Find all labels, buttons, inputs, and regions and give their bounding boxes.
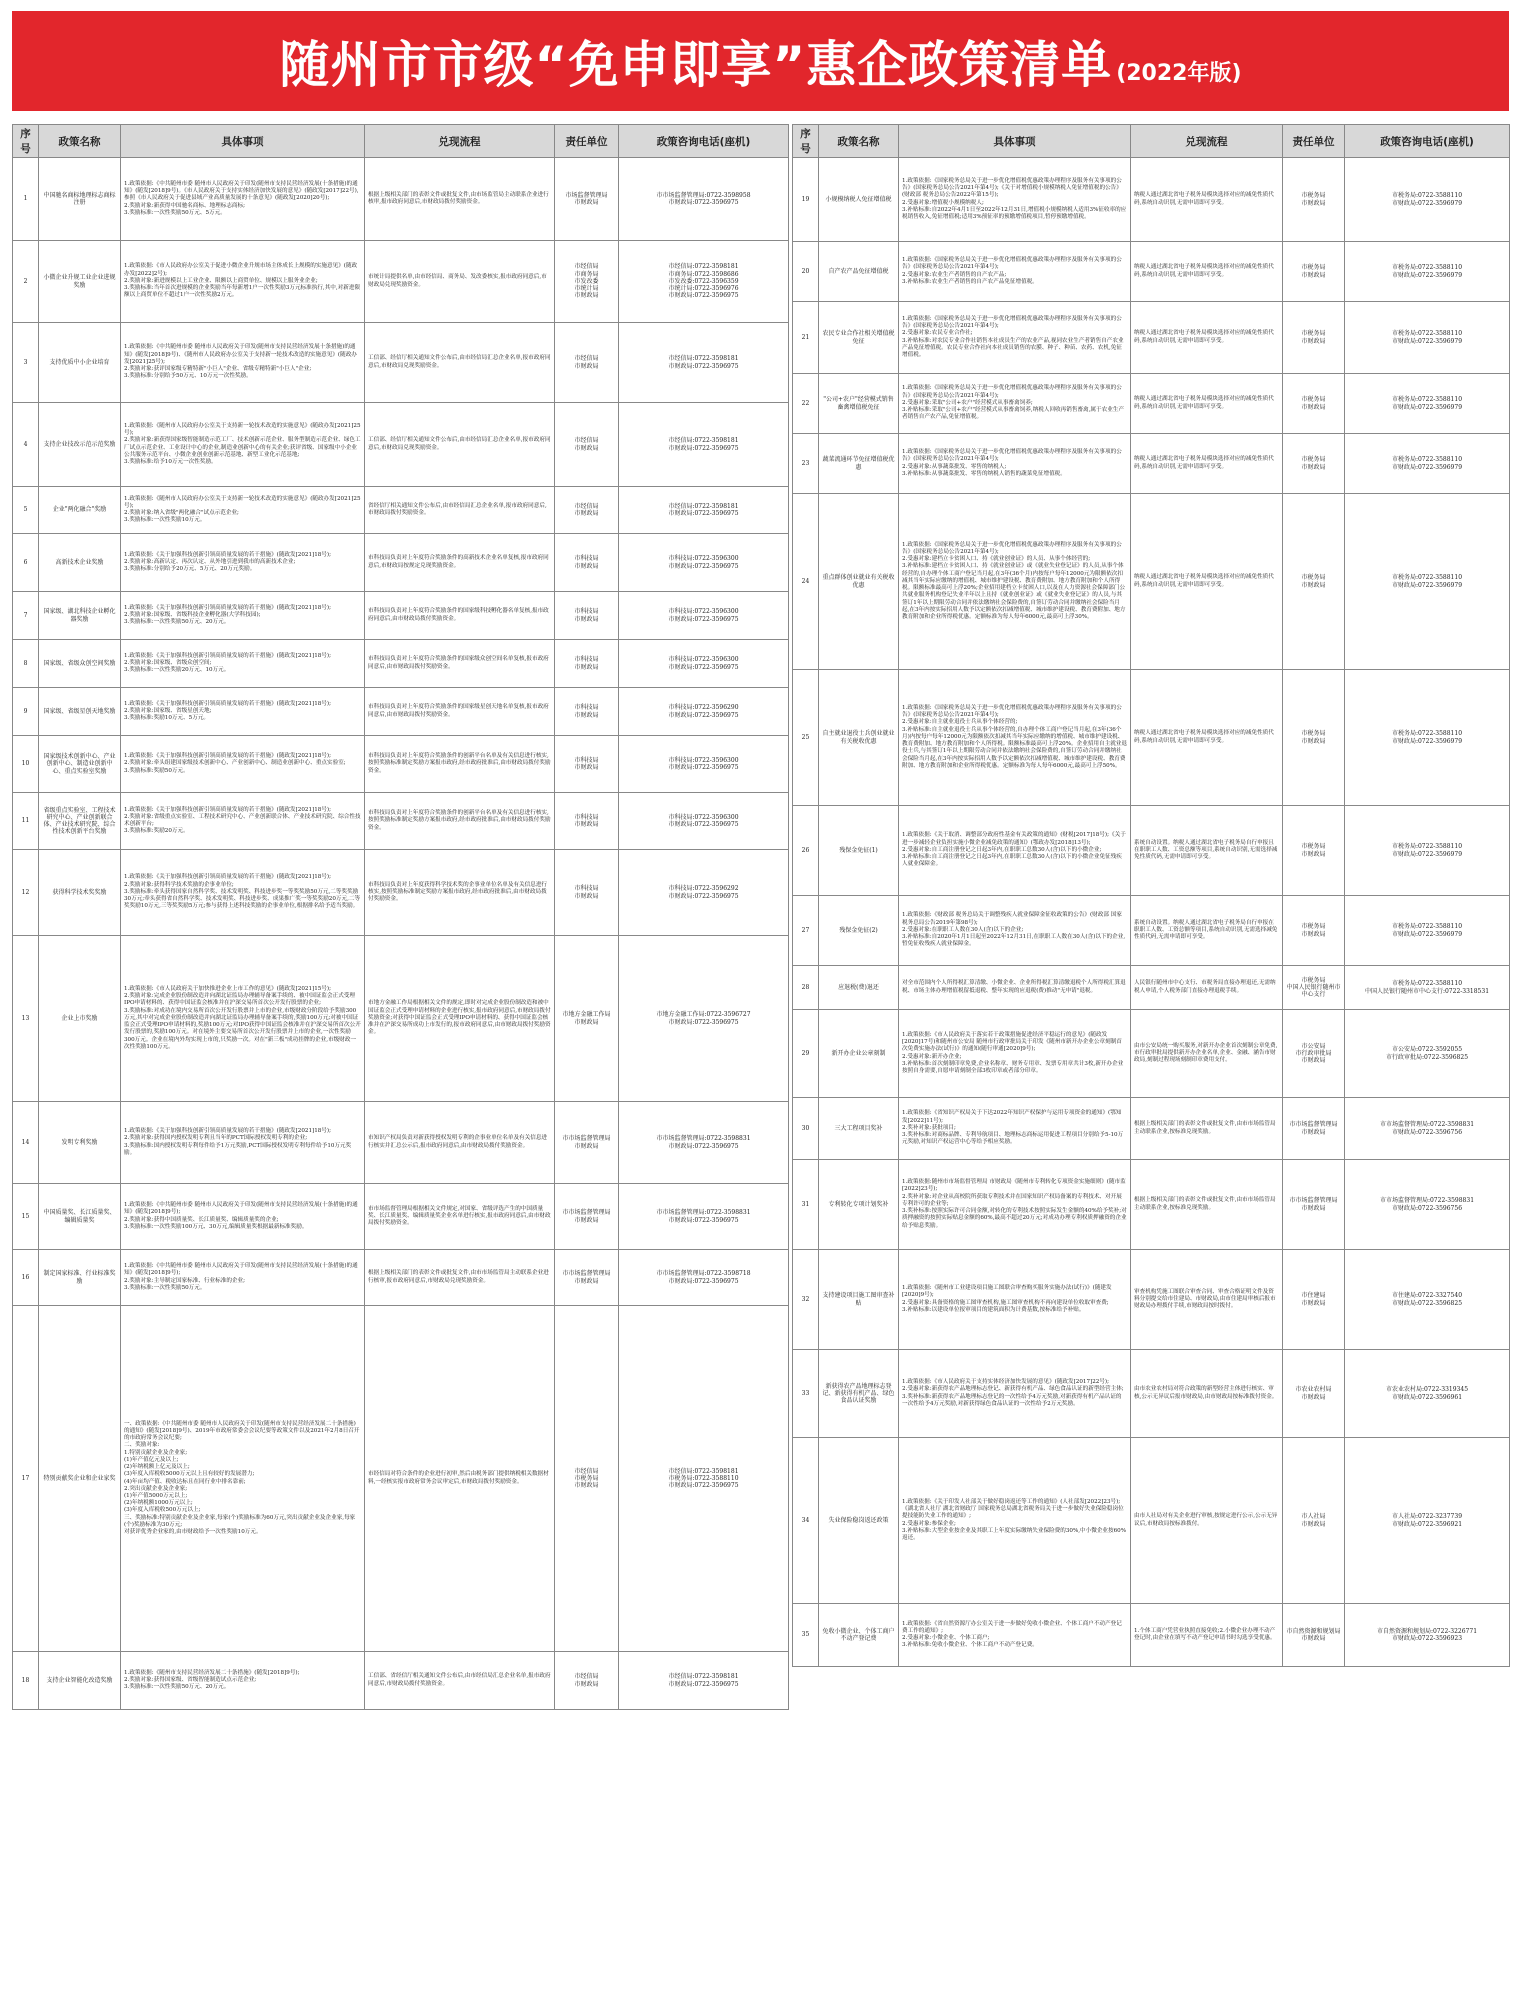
table-row	[793, 896, 1510, 966]
table-row	[13, 1102, 789, 1184]
policy-detail: 1.政策依据:《省自然资源厅办公室关于进一步做好免收小微企业、个体工商户不动产登记费工作的通知》; 2.受惠对象:小微企业、个体工商户; 3.补贴标准:免收小微企业、个体工商户不动产登记费。	[899, 1604, 1131, 1667]
consult-phone: 市人社局:0722-3237739 市财政局:0722-3596921	[1345, 1438, 1510, 1604]
policy-detail: 1.政策依据:《国家税务总局关于进一步优化增值税优惠政策办理程序及服务有关事项的公告》(国家税务总局公告2021年第4号);《关于对增值税小规模纳税人免征增值税的公告》(财政部 税务总局公告2022年第15号); 2.受惠对象:增值税小规模纳税人; 3.补贴标准:自2022年4月1日至2022年12月31日,增值税小规模纳税人适用3%征收率的应税销售收入,免征增值税;适用3%预征率的预缴增值税项目,暂停预缴增值税。	[899, 158, 1131, 242]
redeem-flow: 纳税人通过湖北省电子税务局模块选择对应的减免性质代码,系统自动识别,无需申请即可享受。	[1131, 302, 1283, 374]
row-number: 31	[793, 1160, 819, 1250]
header-name: 政策名称	[39, 125, 121, 158]
title-banner	[12, 11, 1509, 111]
header-phone: 政策咨询电话(座机)	[1345, 125, 1510, 158]
responsible-unit: 市税务局 市财政局	[1283, 158, 1345, 242]
row-number: 23	[793, 434, 819, 494]
consult-phone: 市科技局:0722-3596300 市财政局:0722-3596975	[619, 640, 789, 688]
policy-name: 获得科学技术奖奖励	[39, 850, 121, 936]
row-number: 17	[13, 1306, 39, 1652]
row-number: 26	[793, 806, 819, 896]
header-detail: 具体事项	[121, 125, 365, 158]
policy-detail: 1.政策依据:《关于加强科技创新引领高质量发展的若干措施》(随政发[2021]18号); 2.奖励对象:牵头组建国家级技术创新中心、产业创新中心、制造业创新中心、重点实验室; 3.奖励标准:奖励50万元。	[121, 736, 365, 793]
responsible-unit: 市市场监督管理局 市财政局	[555, 1184, 619, 1250]
row-number: 27	[793, 896, 819, 966]
policy-name: 省级重点实验室、工程技术研究中心、产业创新联合体、产业技术研究院、综合性技术创新平台奖励	[39, 793, 121, 850]
row-number: 12	[13, 850, 39, 936]
consult-phone: 市市场监督管理局:0722-3598831 市财政局:0722-3596756	[1345, 1160, 1510, 1250]
responsible-unit: 市税务局 中国人民银行随州市中心支行	[1283, 966, 1345, 1010]
redeem-flow: 根据上级相关部门的表彰文件或批复文件,由市场监管局主动联系企业进行核审,报市政府同意后,市财政局拨付奖励资金。	[365, 158, 555, 241]
row-number: 10	[13, 736, 39, 793]
policy-detail: 1.政策依据:《关于加强科技创新引领高质量发展的若干措施》(随政发[2021]18号); 2.奖励对象:省级重点实验室、工程技术研究中心、产业创新联合体、产业技术研究院、综合性技术创新平台; 3.奖励标准:奖励20万元。	[121, 793, 365, 850]
consult-phone: 市科技局:0722-3596300 市财政局:0722-3596975	[619, 534, 789, 592]
responsible-unit: 市税务局 市财政局	[1283, 242, 1345, 302]
redeem-flow: 1.个体工商户凭营业执照直接免收;2.小微企业办理不动产登记时,由企业在填写不动产登记申请书时勾选享受优惠。	[1131, 1604, 1283, 1667]
consult-phone: 市市场监督管理局:0722-3598718 市财政局:0722-3596975	[619, 1250, 789, 1306]
consult-phone: 市住建局:0722-3327540 市财政局:0722-3596825	[1345, 1250, 1510, 1350]
row-number: 21	[793, 302, 819, 374]
policy-name: 中国驰名商标地理标志商标注册	[39, 158, 121, 241]
consult-phone: 市经信局:0722-3598181 市财政局:0722-3596975	[619, 1652, 789, 1710]
policy-name: 农民专业合作社相关增值税免征	[819, 302, 899, 374]
header-no: 序号	[793, 125, 819, 158]
redeem-flow: 纳税人通过湖北省电子税务局模块选择对应的减免性质代码,系统自动识别,无需申请即可享受。	[1131, 242, 1283, 302]
redeem-flow: 根据上级相关部门的表彰文件或批复文件,由市市场监管局主动联系企业,按标准兑现奖励。	[1131, 1160, 1283, 1250]
policy-detail: 一、政策依据:《中共随州市委 随州市人民政府关于印发(随州市支持民营经济发展二十条措施)的通知》(随发[2018]9号)、2019年市政府常委会会议纪要等政策文件以及2021年2月8日召开的市政府常务会议纪要; 二、奖励对象: 1.特别贡献企业及企业家; (1)年产值亿元及以上; (2)年纳税额上亿元及以上; (3)年度入库税收5000万元以上且有较好的发展潜力; (4)年亩均产值、税收达标且在同行业中排名靠前; 2.突出贡献企业及企业家; (1)年产值5000万元以上; (2)年纳税额1000万元以上; (3)年度入库税收500万元以上; 三、奖励标准:特别贡献企业及企业家,每家(个)奖励标准为60万元,突出贡献企业及企业家,每家(个)奖励标准为30万元; 对获评优秀企业家的,由市财政给予一次性奖励10万元。	[121, 1306, 365, 1652]
policy-name: 支持企业智能化改造奖励	[39, 1652, 121, 1710]
consult-phone: 市科技局:0722-3596300 市财政局:0722-3596975	[619, 736, 789, 793]
policy-name: 国家级、省级众创空间奖励	[39, 640, 121, 688]
table-row	[793, 494, 1510, 670]
consult-phone: 市科技局:0722-3596300 市财政局:0722-3596975	[619, 592, 789, 640]
policy-detail: 1.政策依据:《关于加强科技创新引领高质量发展的若干措施》(随政发[2021]18号); 2.奖励对象:国家级、省级众创空间; 3.奖励标准:一次性奖励20万元、10万元。	[121, 640, 365, 688]
policy-detail: 1.政策依据:《国家税务总局关于进一步优化增值税优惠政策办理程序及服务有关事项的公告》(国家税务总局公告2021年第4号); 2.受惠对象:采取"公司+农户"经营模式从事畜禽饲养; 3.补贴标准:采取"公司+农户"经营模式从事畜禽饲养,纳税人回收再销售畜禽,属于农业生产者销售自产农产品,免征增值税。	[899, 374, 1131, 434]
policy-detail: 1.政策依据:《中共随州市委 随州市人民政府关于印发(随州市支持民营经济发展(十条措施)的通知》(随发[2018]9号); 2.奖励对象:主导制定国家标准、行业标准的企业; 3.奖励标准:一次性奖励50万元。	[121, 1250, 365, 1306]
responsible-unit: 市科技局 市财政局	[555, 688, 619, 736]
consult-phone: 市科技局:0722-3596290 市财政局:0722-3596975	[619, 688, 789, 736]
row-number: 34	[793, 1438, 819, 1604]
consult-phone: 市经信局:0722-3598181 市财政局:0722-3596975	[619, 323, 789, 403]
table-row	[793, 1350, 1510, 1438]
table-row	[13, 403, 789, 487]
consult-phone: 市市场监督管理局:0722-3598831 市财政局:0722-3596975	[619, 1102, 789, 1184]
policy-detail: 1.政策依据:《关于加强科技创新引领高质量发展的若干措施》(随政发[2021]18号); 2.奖励对象:国家级、省级星创天地; 3.奖励标准:奖励10万元、5万元。	[121, 688, 365, 736]
responsible-unit: 市经信局 市财政局	[555, 487, 619, 534]
policy-detail: 1.政策依据:《关于加强科技创新引领高质量发展的若干措施》(随政发[2021]18号); 2.奖励对象:国家级、省级科技企业孵化器(大学科技园); 3.奖励标准:一次性奖励50万元、20万元。	[121, 592, 365, 640]
redeem-flow: 工信部、经信厅相关通知文件公布后,由市经信局汇总企业名单,报市政府同意后,市财政局兑现奖励资金。	[365, 403, 555, 487]
redeem-flow: 纳税人通过湖北省电子税务局模块选择对应的减免性质代码,系统自动识别,无需申请即可享受。	[1131, 374, 1283, 434]
consult-phone: 市市场监督管理局:0722-3598831 市财政局:0722-3596975	[619, 1184, 789, 1250]
row-number: 3	[13, 323, 39, 403]
policy-name: 国家级技术创新中心、产业创新中心、制造业创新中心、重点实验室奖励	[39, 736, 121, 793]
policy-detail: 1.政策依据:《关于加强科技创新引领高质量发展的若干措施》(随政发[2021]18号); 2.奖励对象:获得科学技术奖励的企事业单位; 3.奖励标准:牵头获得国家自然科学奖、技术发明奖、科技进步奖一等奖奖励50万元,二等奖奖励30万元;牵头获得省自然科学奖、技术发明奖、科技进步奖、成果推广奖一等奖奖励20万元,二等奖奖励10万元,三等奖奖励5万元;参与获得上述科技奖励的企事业单位,根据排名给予适当奖励。	[121, 850, 365, 936]
responsible-unit: 市税务局 市财政局	[1283, 670, 1345, 806]
policy-detail: 1.政策依据:《市人民政府关于加快推进企业上市工作的意见》(随政发[2021]15号); 2.奖励对象:完成企业股份制改造并向湖北证监局办理辅导备案手续的、被中国证监会正式受理IPO申请材料的、获得中国证监会核准并在沪深交易所首次公开发行股票的企业; 3.奖励标准:对成功在境内交易所首次公开发行股票并上市的企业,市级财政分阶段给予奖励300万元,其中对完成企业股份制改造并向湖北证监局办理辅导备案手续的,奖励100万元;对被中国证监会正式受理IPO申请材料的,奖励100万元;对IPO获得中国证监会核准并在沪深交易所首次公开发行股票的,奖励100万元。对在境外主要交易所首次公开发行股票并上市的企业,一次性奖励300万元。企业在境内外均实现上市的,只奖励一次。对在"新三板"成功挂牌的企业,市级财政一次性奖励100万元。	[121, 936, 365, 1102]
policy-detail: 1.政策依据:《国家税务总局关于进一步优化增值税优惠政策办理程序及服务有关事项的公告》(国家税务总局公告2021年第4号); 2.受惠对象:建档立卡贫困人口、持《就业创业证》的人员、从事个体经营的; 3.补贴标准:建档立卡贫困人口、持《就业创业证》或《就业失业登记证》的人员,从事个体经营的,自办理个体工商户登记当月起,在3年(36个月)内按每户每年12000元为限额依次扣减其当年实际应缴纳的增值税、城市维护建设税、教育费附加、地方教育附加和个人所得税。限额标准最高可上浮20%;企业招用建档立卡贫困人口,以及在人力资源社会保障部门公共就业服务机构登记失业半年以上且持《就业创业证》或《就业失业登记证》的人员,与其签订1年以上期限劳动合同并依法缴纳社会保险费的,自签订劳动合同并缴纳社会保险当月起,在3年内按实际招用人数予以定额依次扣减增值税、城市维护建设税、教育费附加、地方教育附加和企业所得税优惠。定额标准为每人每年6000元,最高可上浮30%。	[899, 494, 1131, 670]
policy-name: 新开办企业公章刻制	[819, 1010, 899, 1098]
row-number: 33	[793, 1350, 819, 1438]
responsible-unit: 市税务局 市财政局	[1283, 302, 1345, 374]
table-row	[13, 850, 789, 936]
policy-name: 国家级、湖北科技企业孵化器奖励	[39, 592, 121, 640]
consult-phone: 市经信局:0722-3598181 市财政局:0722-3596975	[619, 487, 789, 534]
row-number: 16	[13, 1250, 39, 1306]
row-number: 25	[793, 670, 819, 806]
responsible-unit: 市科技局 市财政局	[555, 850, 619, 936]
table-row	[793, 434, 1510, 494]
consult-phone: 市市场监督管理局:0722-3598958 市财政局:0722-3596975	[619, 158, 789, 241]
redeem-flow: 人民银行随州市中心支行、市税务局直接办理退还,无需纳税人申请,个人税务部门直接办理退税手续。	[1131, 966, 1283, 1010]
table-row	[13, 1250, 789, 1306]
consult-phone: 市税务局:0722-3588110 市财政局:0722-3596979	[1345, 494, 1510, 670]
redeem-flow: 系统自动设置。纳税人通过湖北省电子税务局自行申报在职职工人数、工资总额等项目,系统自动识别,无需选择减免性质代码,无需申请即可享受。	[1131, 896, 1283, 966]
consult-phone: 市公安局:0722-3592055 市行政审批局:0722-3596825	[1345, 1010, 1510, 1098]
responsible-unit: 市自然资源和规划局 市财政局	[1283, 1604, 1345, 1667]
responsible-unit: 市经信局 市商务局 市发改委 市统计局 市财政局	[555, 241, 619, 323]
redeem-flow: 市地方金融工作局根据相关文件的规定,即时对完成企业股份制改造和被中国证监会正式受理申请材料的企业进行核实,报市政府同意后,市财政局拨付奖励资金;对获得中国证监会正式受理IPO申请材料的、获得中国证监会核准并在沪深交易所成功上市发行的,报市政府同意后,由市财政局拨付奖励资金。	[365, 936, 555, 1102]
table-row	[13, 241, 789, 323]
table-row	[793, 1010, 1510, 1098]
consult-phone: 市科技局:0722-3596292 市财政局:0722-3596975	[619, 850, 789, 936]
policy-name: "公司+农户"经营模式销售畜禽增值税免征	[819, 374, 899, 434]
responsible-unit: 市经信局 市财政局	[555, 1652, 619, 1710]
consult-phone: 市税务局:0722-3588110 市财政局:0722-3596979	[1345, 242, 1510, 302]
policy-detail: 1.政策依据:《中共随州市委 随州市人民政府关于印发(随州市支持民营经济发展(十条措施)的通知》(随发[2018]9号); 2.奖励对象:获得中国质量奖、长江质量奖、编辑质量奖的企业; 3.奖励标准:一次性奖励100万元、30万元,编辑质量奖根据最新标准奖励。	[121, 1184, 365, 1250]
policy-detail: 1.政策依据:《国家税务总局关于进一步优化增值税优惠政策办理程序及服务有关事项的公告》(国家税务总局公告2021年第4号); 2.受惠对象:从事蔬菜批发、零售的纳税人; 3.补贴标准:从事蔬菜批发、零售的纳税人销售的蔬菜免征增值税。	[899, 434, 1131, 494]
policy-name: 蔬菜流通环节免征增值税优惠	[819, 434, 899, 494]
table-row	[793, 1438, 1510, 1604]
consult-phone: 市地方金融工作局:0722-3596727 市财政局:0722-3596975	[619, 936, 789, 1102]
policy-name: 支持建设项目施工图审查补贴	[819, 1250, 899, 1350]
policy-name: 自产农产品免征增值税	[819, 242, 899, 302]
table-row	[13, 1652, 789, 1710]
policy-name: 国家级、省级星创天地奖励	[39, 688, 121, 736]
table-row	[793, 670, 1510, 806]
table-row	[793, 1098, 1510, 1160]
header-unit: 责任单位	[555, 125, 619, 158]
responsible-unit: 市市场监督管理局 市财政局	[1283, 1160, 1345, 1250]
consult-phone: 市经信局:0722-3598181 市商务局:0722-3598686 市发改委:0722-3596359 市统计局:0722-3596976 市财政局:0722-3596975	[619, 241, 789, 323]
table-row	[13, 1184, 789, 1250]
consult-phone: 市税务局:0722-3588110 市财政局:0722-3596979	[1345, 670, 1510, 806]
policy-name: 企业"两化融合"奖励	[39, 487, 121, 534]
redeem-flow: 市知识产权局负责对新获得授权发明专利的企事业单位名单及有关信息进行核实并汇总公示后,报市政府同意后,由市财政局拨付奖励资金。	[365, 1102, 555, 1184]
table-row	[793, 302, 1510, 374]
responsible-unit: 市地方金融工作局 市财政局	[555, 936, 619, 1102]
table-row	[13, 640, 789, 688]
header-phone: 政策咨询电话(座机)	[619, 125, 789, 158]
row-number: 4	[13, 403, 39, 487]
row-number: 30	[793, 1098, 819, 1160]
policy-name: 新获得农产品地理标志登记、新获得有机产品、绿色食品认证奖励	[819, 1350, 899, 1438]
policy-name: 中国质量奖、长江质量奖、编辑质量奖	[39, 1184, 121, 1250]
row-number: 32	[793, 1250, 819, 1350]
responsible-unit: 市经信局 市税务局 市财政局	[555, 1306, 619, 1652]
row-number: 1	[13, 158, 39, 241]
row-number: 14	[13, 1102, 39, 1184]
table-row	[13, 534, 789, 592]
row-number: 2	[13, 241, 39, 323]
responsible-unit: 市经信局 市财政局	[555, 323, 619, 403]
redeem-flow: 市统计局提供名单,由市经信局、商务局、发改委核实,报市政府同意后,市财政局兑现奖励资金。	[365, 241, 555, 323]
policy-detail: 1.政策依据:《关于取消、调整部分政府性基金有关政策的通知》(财税[2017]18号);《关于进一步减轻企业负担实施小微企业减免政策的通知》(鄂政办发[2018]13号); 2.受惠对象:自工商注册登记之日起3年内,在职职工总数30人(含)以下的小微企业; 3.补贴标准:自工商注册登记之日起3年内,在职职工总数30人(含)以下的小微企业免征残疾人就业保障金。	[899, 806, 1131, 896]
redeem-flow: 由市农业农村局对符合政策的新型经营主体进行核实、审核,公示无异议后报市财政局,由市财政局按标准拨付资金。	[1131, 1350, 1283, 1438]
policy-table-right	[792, 124, 1510, 1667]
policy-detail: 1.政策依据:《市人民政府办公室关于促进小微企业升规市场主体成长上规模的实施意见》(随政办发[2022]2号); 2.奖励对象:新进规模以上工业企业、限额以上商贸单位、规模以上服务业企业; 3.奖励标准:当年首次进规模的企业奖励当年每新增1户一次性奖励3万元标准执行,其中,对新进限额以上商贸单位不超过1户一次性奖励2万元。	[121, 241, 365, 323]
row-number: 19	[793, 158, 819, 242]
consult-phone: 市科技局:0722-3596300 市财政局:0722-3596975	[619, 793, 789, 850]
policy-name: 应退税(费)退还	[819, 966, 899, 1010]
redeem-flow: 纳税人通过湖北省电子税务局模块选择对应的减免性质代码,系统自动识别,无需申请即可享受。	[1131, 670, 1283, 806]
policy-name: 企业上市奖励	[39, 936, 121, 1102]
policy-detail: 1.政策依据:《关于加强科技创新引领高质量发展的若干措施》(随政发[2021]18号); 2.奖励对象:获得国内授权发明专利且当年的PCT国际授权发明专利的企业; 3.奖励标准:国内授权发明专利每件给予1万元奖励,PCT国际授权发明专利每件给予10万元奖励。	[121, 1102, 365, 1184]
redeem-flow: 纳税人通过湖北省电子税务局模块选择对应的减免性质代码,系统自动识别,无需申请即可享受。	[1131, 494, 1283, 670]
policy-name: 小微企业升规工业企业进规奖励	[39, 241, 121, 323]
table-row	[13, 936, 789, 1102]
table-row	[793, 158, 1510, 242]
header-no: 序号	[13, 125, 39, 158]
policy-detail: 1.政策依据:《随州市工业建设项目施工图联合审查购买服务实施办法(试行)》(随建发[2020]9号); 2.受惠对象:具备资格的施工图审查机构,施工图审查机构不再向建设单位收取审查费; 3.补贴标准:以建设单位报审项目的建筑面积为计费基数,按标准给予补贴。	[899, 1250, 1131, 1350]
policy-name: 三大工程项目奖补	[819, 1098, 899, 1160]
responsible-unit: 市科技局 市财政局	[555, 640, 619, 688]
row-number: 13	[13, 936, 39, 1102]
policy-detail: 1.政策依据:《随州市人民政府办公室关于支持新一轮技术改造的实施意见》(随政办发[2021]25号); 2.奖励对象:新获得国家级智能制造示范工厂、技术创新示范企业、服务型制造示范企业、绿色工厂试点示范企业、工业设计中心的企业,制造业创新中心的有关企业;获评省级、国家级中小企业公共服务示范平台、小微企业创业创新示范基地、新型工业化示范基地; 3.奖励标准:给予10万元一次性奖励。	[121, 403, 365, 487]
redeem-flow: 市科技局负责对上年度符合奖励条件的创新平台名单及有关信息进行核实,按照奖励标准制定奖励方案报市政府,经市政府批准后,由市财政局拨付奖励资金。	[365, 793, 555, 850]
policy-detail: 对全市范围内个人所得税汇算清缴、小微企业、企业所得税汇算清缴退税个人所得税汇算退税、市场主体办理增值税留抵退税、整年实现的应退税(费)推动"无申请"退税。	[899, 966, 1131, 1010]
redeem-flow: 根据上级相关部门的表彰文件或批复文件,由市市场监管局主动联系企业,按标准兑现奖励。	[1131, 1098, 1283, 1160]
row-number: 7	[13, 592, 39, 640]
row-number: 5	[13, 487, 39, 534]
table-row	[793, 1250, 1510, 1350]
policy-name: 免收小微企业、个体工商户不动产登记费	[819, 1604, 899, 1667]
header-unit: 责任单位	[1283, 125, 1345, 158]
row-number: 18	[13, 1652, 39, 1710]
policy-detail: 1.政策依据:《随州市人民政府办公室关于支持新一轮技术改造的实施意见》(随政办发[2021]25号); 2.奖励对象:纳入省级"两化融合"试点示范企业; 3.奖励标准:一次性奖励10万元。	[121, 487, 365, 534]
redeem-flow: 审查机构凭施工图联合审查合同、审查合格证明文件及资料分别提交给市住建局、市财政局,由市住建局审核后报市财政局办理拨付手续,市财政局按时拨付。	[1131, 1250, 1283, 1350]
row-number: 6	[13, 534, 39, 592]
policy-detail: 1.政策依据:《随州市支持民营经济发展二十条措施》(随发[2018]9号); 2.奖励对象:获得国家级、省级智能制造试点示范企业; 3.奖励标准:一次性奖励50万元、20万元。	[121, 1652, 365, 1710]
redeem-flow: 市科技局负责对上年度符合奖励条件的国家级众创空间名单复核,报市政府同意后,由市财政局拨付奖励资金。	[365, 640, 555, 688]
policy-detail: 1.政策依据:《关于加强科技创新引领高质量发展的若干措施》(随政发[2021]18号); 2.奖励对象:高新认定、再次认定、从外地引进到我市的高新技术企业; 3.奖励标准:分别给予20万元、5万元、20万元奖励。	[121, 534, 365, 592]
policy-name: 自主就业退役士兵创业就业有关税收优惠	[819, 670, 899, 806]
redeem-flow: 工信部、省经信厅相关通知文件公布后,由市经信局汇总企业名单,报市政府同意后,市财政局拨付奖励资金。	[365, 1652, 555, 1710]
responsible-unit: 市科技局 市财政局	[555, 592, 619, 640]
responsible-unit: 市市场监督管理局 市财政局	[555, 1102, 619, 1184]
policy-name: 残保金免征(2)	[819, 896, 899, 966]
redeem-flow: 市科技局负责对上年度获得科学技术奖的企事业单位名单及有关信息进行核实,按照奖励标准制定奖励方案报市政府,经市政府批准后,由市财政局拨付奖励资金。	[365, 850, 555, 936]
redeem-flow: 纳税人通过湖北省电子税务局模块选择对应的减免性质代码,系统自动识别,无需申请即可享受。	[1131, 434, 1283, 494]
policy-name: 支持优质中小企业培育	[39, 323, 121, 403]
policy-name: 专利转化专项计划奖补	[819, 1160, 899, 1250]
redeem-flow: 市经信局对符合条件的企业进行初审,然后由税务部门提供纳税相关数据材料,一经核实报市政府常务会议审定后,市财政局拨付奖励资金。	[365, 1306, 555, 1652]
policy-name: 制定国家标准、行业标准奖励	[39, 1250, 121, 1306]
consult-phone: 市税务局:0722-3588110 市财政局:0722-3596979	[1345, 158, 1510, 242]
header-flow: 兑现流程	[365, 125, 555, 158]
policy-detail: 1.政策依据:《中共随州市委 随州市人民政府关于印发(随州市支持民营经济发展(十条措施)的通知》(随发[2018]9号)。《市人民政府关于支持实体经济加快发展的意见》(随政发[2017]22号),参照《市人民政府关于促进县域产业高质量发展的十条意见》(随政发[2020]20号); 2.奖励对象:新获得中国驰名商标、地理标志商标; 3.奖励标准:一次性奖励50万元、5万元。	[121, 158, 365, 241]
row-number: 22	[793, 374, 819, 434]
table-row	[793, 806, 1510, 896]
responsible-unit: 市税务局 市财政局	[1283, 374, 1345, 434]
consult-phone: 市经信局:0722-3598181 市税务局:0722-3588110 市财政局:0722-3596975	[619, 1306, 789, 1652]
row-number: 29	[793, 1010, 819, 1098]
table-row	[13, 736, 789, 793]
consult-phone: 市税务局:0722-3588110 市财政局:0722-3596979	[1345, 806, 1510, 896]
table-row	[13, 323, 789, 403]
policy-name: 支持企业技改示范示范奖励	[39, 403, 121, 487]
row-number: 9	[13, 688, 39, 736]
table-row	[793, 966, 1510, 1010]
responsible-unit: 市场监督管理局 市财政局	[555, 158, 619, 241]
redeem-flow: 由市公安局统一购买服务,对新开办企业首次刻制公章免费,市行政审批局提供新开办企业名单,企业、金融、涵告市财政局,刻制过程现场刻制印章费用支付。	[1131, 1010, 1283, 1098]
policy-table-left	[12, 124, 789, 1710]
table-row	[793, 374, 1510, 434]
table-row	[13, 592, 789, 640]
policy-detail: 1.政策依据:《市人民政府关于落实若干政策措施促进经济平稳运行的意见》(随政发[2020]17号)和随州市公安局 随州市行政审批局关于印发《随州市新开办企业公章刻制首次免费实施办法(试行)》的通知(随行审通[2020]9号); 2.受惠对象:新开办企业; 3.补贴标准:首次刻制印章免费,企业名称章、财务专用章、发票专用章共计3枚,新开办企业按照自身需要,自愿申请刻制全部3枚印章或者部分印章。	[899, 1010, 1131, 1098]
responsible-unit: 市住建局 市财政局	[1283, 1250, 1345, 1350]
policy-name: 重点群体创业就业有关税收优惠	[819, 494, 899, 670]
responsible-unit: 市税务局 市财政局	[1283, 896, 1345, 966]
policy-name: 高新技术企业奖励	[39, 534, 121, 592]
header-detail: 具体事项	[899, 125, 1131, 158]
row-number: 15	[13, 1184, 39, 1250]
policy-detail: 1.政策依据:《国家税务总局关于进一步优化增值税优惠政策办理程序及服务有关事项的公告》(国家税务总局公告2021年第4号); 2.受惠对象:农业生产者销售的自产农产品; 3.补贴标准:农业生产者销售的自产农产品免征增值税。	[899, 242, 1131, 302]
responsible-unit: 市税务局 市财政局	[1283, 494, 1345, 670]
redeem-flow: 市市场监督管理局根据相关文件规定,对国家、省级评选产生的中国质量奖、长江质量奖、编辑质量奖企业名单进行核实,报市政府同意后,由市财政局拨付奖励资金。	[365, 1184, 555, 1250]
responsible-unit: 市税务局 市财政局	[1283, 434, 1345, 494]
policy-detail: 1.政策依据:《国家税务总局关于进一步优化增值税优惠政策办理程序及服务有关事项的公告》(国家税务总局公告2021年第4号); 2.受惠对象:自主就业退役士兵从事个体经营的; 3.补贴标准:自主就业退役士兵从事个体经营的,自办理个体工商户登记当月起,在3年(36个月)内按每户每年12000元为限额依次扣减其当年实际应缴纳的增值税、城市维护建设税、教育费附加、地方教育附加和个人所得税。限额标准最高可上浮20%。企业招用自主就业退役士兵,与其签订1年以上期限劳动合同并依法缴纳社会保险费的,自签订劳动合同并缴纳社会保险当月起,在3年内按实际招用人数予以定额依次扣减增值税、城市维护建设税、教育费附加、地方教育附加和企业所得税优惠。定额标准为每人每年6000元,最高可上浮50%。	[899, 670, 1131, 806]
header-flow: 兑现流程	[1131, 125, 1283, 158]
page-title: 随州市市级“免申即享”惠企政策清单	[279, 36, 1113, 94]
policy-name: 失业保险稳岗返还政策	[819, 1438, 899, 1604]
responsible-unit: 市人社局 市财政局	[1283, 1438, 1345, 1604]
policy-detail: 1.政策依据:《中共随州市委 随州市人民政府关于印发(随州市支持民营经济发展十条措施)的通知》(随发[2018]9号)、《随州市人民政府办公室关于支持新一轮技术改造的实施意见》(随政办发[2021]25号); 2.奖励对象:获评国家级专精特新"小巨人"企业、省级专精特新"小巨人"企业; 3.奖励标准:分别给予50万元、10万元一次性奖励。	[121, 323, 365, 403]
table-row	[13, 487, 789, 534]
policy-detail: 1.政策依据:《省知识产权局关于下达2022年知识产权保护与运用专项资金的通知》(鄂知发[2022]11号); 2.奖补对象:获批项目; 3.奖补标准:对商标品牌、专利导航项目、地理标志商标运用促进工程项目分别给予5-10万元奖励,对知识产权运营中心等给予相应奖励。	[899, 1098, 1131, 1160]
redeem-flow: 省经信厅相关通知文件公布后,由市经信局汇总企业名单,报市政府同意后,市财政局拨付奖励资金。	[365, 487, 555, 534]
row-number: 20	[793, 242, 819, 302]
consult-phone: 市农业农村局:0722-3319345 市财政局:0722-3596961	[1345, 1350, 1510, 1438]
policy-name: 小规模纳税人免征增值税	[819, 158, 899, 242]
policy-detail: 1.政策依据:《市人民政府关于支持实体经济加快发展的意见》(随政发[2017]22号); 2.受惠对象:新获得农产品地理标志登记、新获得有机产品、绿色食品认证的新型经营主体; 3.奖补标准:新获得农产品地理标志登记的一次性给予4万元奖励,对新获得有机产品认证的一次性给予4万元奖励,对新获得绿色食品认证的一次性给予2万元奖励。	[899, 1350, 1131, 1438]
consult-phone: 市自然资源和规划局:0722-3226771 市财政局:0722-3596923	[1345, 1604, 1510, 1667]
redeem-flow: 工信部、经信厅相关通知文件公布后,由市经信局汇总企业名单,报市政府同意后,市财政局兑现奖励资金。	[365, 323, 555, 403]
redeem-flow: 市科技局负责对上年度符合奖励条件的高新技术企业名单复核,报市政府同意后,市财政局按规定兑现奖励资金。	[365, 534, 555, 592]
row-number: 35	[793, 1604, 819, 1667]
redeem-flow: 市科技局负责对上年度符合奖励条件的国家级星创天地名单复核,报市政府同意后,由市财政局拨付奖励资金。	[365, 688, 555, 736]
redeem-flow: 纳税人通过湖北省电子税务局模块选择对应的减免性质代码,系统自动识别,无需申请即可享受。	[1131, 158, 1283, 242]
table-row	[13, 1306, 789, 1652]
redeem-flow: 由市人社局对有关企业进行审核,按规定进行公示,公示无异议后,市财政局按标准拨付。	[1131, 1438, 1283, 1604]
consult-phone: 市税务局:0722-3588110 市财政局:0722-3596979	[1345, 896, 1510, 966]
policy-detail: 1.政策依据:《财政部 税务总局关于调整残疾人就业保障金征收政策的公告》(财政部 国家税务总局公告2019年第98号); 2.受惠对象:在职职工人数在30人(含)以下的企业; 3.补贴标准:自2020年1月1日起至2022年12月31日,在职职工人数在30人(含)以下的企业,暂免征收残疾人就业保障金。	[899, 896, 1131, 966]
redeem-flow: 市科技局负责对上年度符合奖励条件的国家级科技孵化器名单复核,报市政府同意后,由市财政局拨付奖励资金。	[365, 592, 555, 640]
responsible-unit: 市市场监督管理局 市财政局	[555, 1250, 619, 1306]
policy-name: 残保金免征(1)	[819, 806, 899, 896]
policy-detail: 1.政策依据:《国家税务总局关于进一步优化增值税优惠政策办理程序及服务有关事项的公告》(国家税务总局公告2021年第4号); 2.受惠对象:农民专业合作社; 3.补贴标准:对农民专业合作社销售本社成员生产的农业产品,视同农业生产者销售自产农业产品免征增值税。农民专业合作社向本社成员销售的农膜、种子、种苗、农药、农机,免征增值税。	[899, 302, 1131, 374]
table-row	[793, 1160, 1510, 1250]
table-row	[793, 242, 1510, 302]
row-number: 24	[793, 494, 819, 670]
table-row	[793, 1604, 1510, 1667]
consult-phone: 市税务局:0722-3588110 市财政局:0722-3596979	[1345, 434, 1510, 494]
policy-name: 特别贡献奖企业和企业家奖	[39, 1306, 121, 1652]
table-row	[13, 158, 789, 241]
consult-phone: 市税务局:0722-3588110 市财政局:0722-3596979	[1345, 302, 1510, 374]
table-row	[13, 793, 789, 850]
row-number: 28	[793, 966, 819, 1010]
responsible-unit: 市经信局 市财政局	[555, 403, 619, 487]
edition-label: (2022年版)	[1116, 60, 1242, 86]
consult-phone: 市市场监督管理局:0722-3598831 市财政局:0722-3596756	[1345, 1098, 1510, 1160]
row-number: 11	[13, 793, 39, 850]
responsible-unit: 市税务局 市财政局	[1283, 806, 1345, 896]
consult-phone: 市税务局:0722-3588110 市财政局:0722-3596979	[1345, 374, 1510, 434]
responsible-unit: 市科技局 市财政局	[555, 736, 619, 793]
redeem-flow: 根据上级相关部门的表彰文件或批复文件,由市市场监管局主动联系企业进行核审,报市政府同意后,市财政局兑现奖励资金。	[365, 1250, 555, 1306]
redeem-flow: 系统自动设置。纳税人通过湖北省电子税务局自行申报且在职职工人数、工资总额等项目,系统自动识别,无需选择减免性质代码,无需申请即可享受。	[1131, 806, 1283, 896]
header-name: 政策名称	[819, 125, 899, 158]
redeem-flow: 市科技局负责对上年度符合奖励条件的创新平台名单及有关信息进行核实,按照奖励标准制定奖励方案报市政府,经市政府批准后,由市财政局拨付奖励资金。	[365, 736, 555, 793]
row-number: 8	[13, 640, 39, 688]
responsible-unit: 市公安局 市行政审批局 市财政局	[1283, 1010, 1345, 1098]
responsible-unit: 市科技局 市财政局	[555, 534, 619, 592]
consult-phone: 市税务局:0722-3588110 中国人民银行随州市中心支行:0722-3318531	[1345, 966, 1510, 1010]
responsible-unit: 市市场监督管理局 市财政局	[1283, 1098, 1345, 1160]
responsible-unit: 市科技局 市财政局	[555, 793, 619, 850]
consult-phone: 市经信局:0722-3598181 市财政局:0722-3596975	[619, 403, 789, 487]
responsible-unit: 市农业农村局 市财政局	[1283, 1350, 1345, 1438]
table-row	[13, 688, 789, 736]
policy-name: 发明专利奖励	[39, 1102, 121, 1184]
policy-detail: 1.政策依据:《关于印发人社部关于做好稳岗返还等工作的通知》(人社部发[2022]23号);《湖北省人社厅 湖北省财政厅 国家税务总局湖北省税务局关于进一步做好失业保险稳岗位提技能防失业工作的通知》; 2.受惠对象:参保企业; 3.补贴标准:大型企业按企业及其职工上年度实际缴纳失业保险费的30%,中小微企业按60%返还。	[899, 1438, 1131, 1604]
policy-detail: 1.政策依据:随州市市场监督管理局 市财政局《随州市专利转化专项资金实施细则》(随市监[2022]23号); 2.奖补对象:对企业从高校院所获取专利技术并在国家知识产权局备案的专利技术、对开展专利许可的企业等; 3.奖补标准:按照实际许可合同金额,对转化的专利技术按照实际发生金额的40%给予奖补;对质押融资的按照实际贴息金额的60%,最高不超过20万元;对成功办理专利权质押融资的企业给予贴息奖励。	[899, 1160, 1131, 1250]
